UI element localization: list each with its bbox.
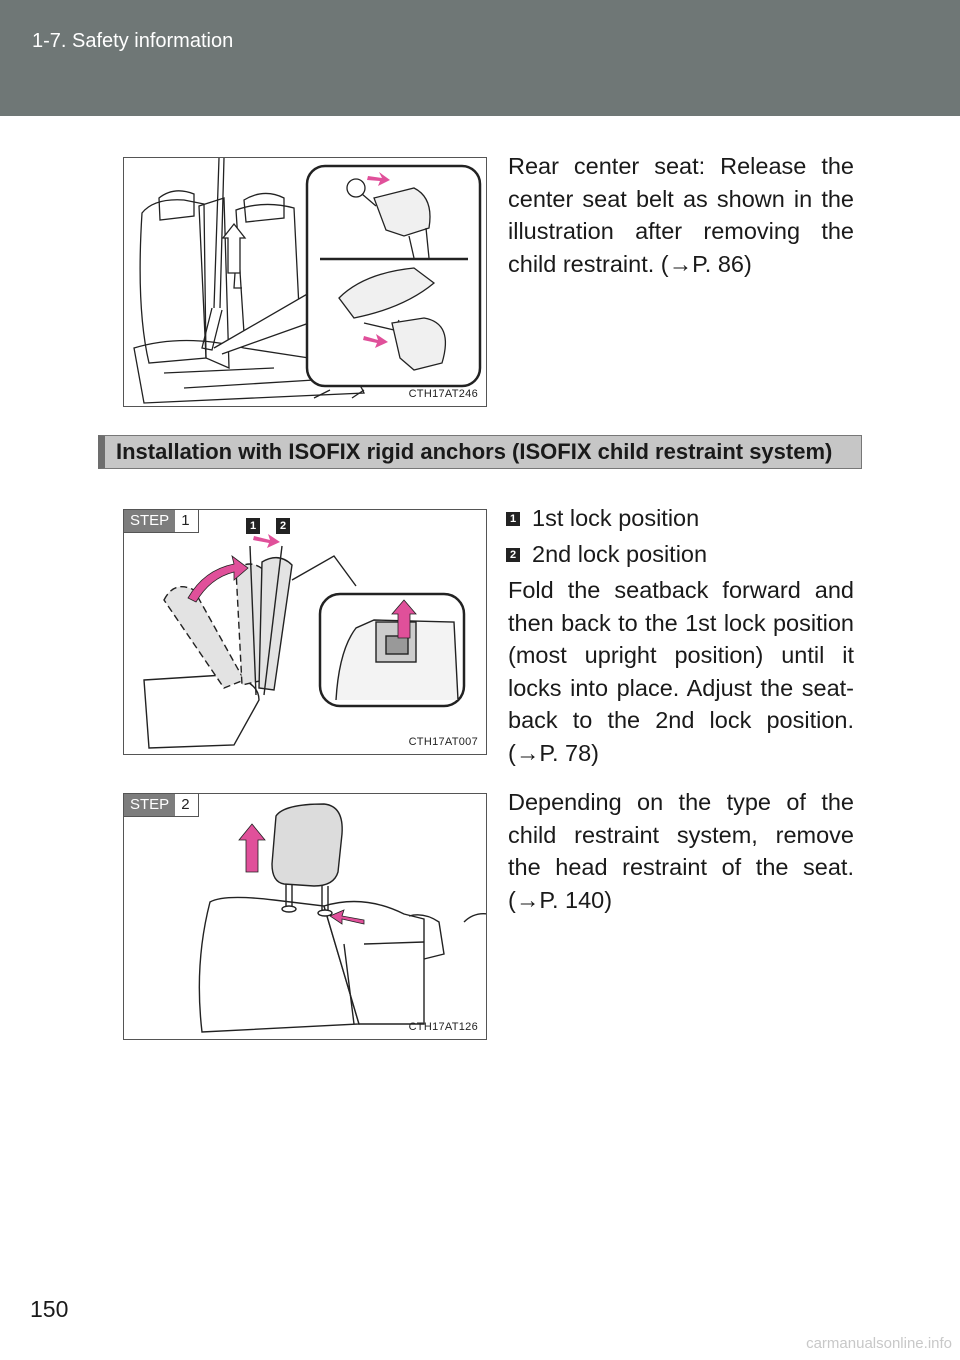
section-heading-bar [98,435,862,469]
list-item-2nd-lock [506,541,707,568]
rear-center-text: Rear center seat: Release the center seat belt as shown in the illustration after removing the child restraint. (→P. 86) [508,153,854,277]
head-restraint-illustration [124,794,487,1040]
position-badge-1: 1 [246,518,260,534]
step-1-label [124,510,199,533]
figure-code: CTH17AT007 [408,736,478,748]
step-2-text: Depending on the type of the child restraint system, remove the head restraint of the seat. (→P. 140) [508,789,854,913]
figure-code: CTH17AT126 [408,1021,478,1033]
section-title: 1-7. Safety information [32,30,234,52]
list-item-label: 2nd lock position [532,541,708,567]
seatback-fold-illustration [124,510,487,755]
step-number: 1 [175,510,198,532]
list-item-1st-lock [506,505,699,532]
section-heading: Installation with ISOFIX rigid anchors (ISOFIX child restraint system) [116,439,833,464]
figure-step-1 [123,509,487,755]
step-2-label [124,794,199,817]
position-badge-2: 2 [276,518,290,534]
number-badge-2: 2 [506,548,520,562]
step-1-text: Fold the seatback forward and then back to the 1st lock position (most upright position) until it locks into place. Adjust the seat-back to the 2nd lock position. (→P. 78) [508,577,854,766]
page-header [0,0,960,116]
step-word: STEP [124,794,175,816]
rear-seat-illustration [124,158,487,407]
watermark: carmanualsonline.info [806,1335,952,1352]
step-number: 2 [175,794,198,816]
figure-code: CTH17AT246 [408,388,478,400]
figure-step-2 [123,793,487,1040]
page-number: 150 [30,1296,69,1322]
list-item-label: 1st lock position [532,505,700,531]
step-word: STEP [124,510,175,532]
number-badge-1: 1 [506,512,520,526]
figure-rear-center-seat [123,157,487,407]
